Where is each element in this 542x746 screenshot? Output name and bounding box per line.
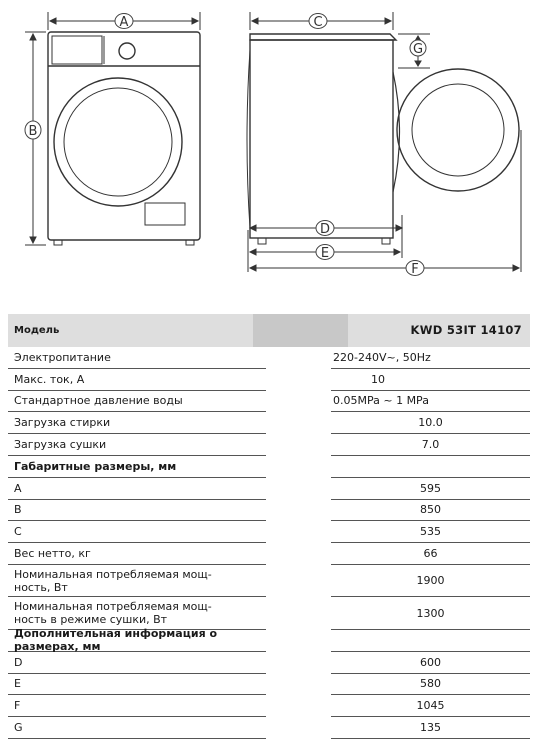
spec-label: B <box>8 500 266 522</box>
spec-label: Электропитание <box>8 347 266 369</box>
spec-value: 135 <box>331 717 530 739</box>
spec-label: Загрузка стирки <box>8 412 266 434</box>
spec-row <box>8 543 530 565</box>
spec-label: Дополнительная информация о размерах, мм <box>8 630 266 652</box>
spec-label: Макс. ток, А <box>8 369 266 391</box>
spec-value: 595 <box>331 478 530 500</box>
spec-label: G <box>8 717 266 739</box>
dimension-a-label: A <box>119 15 129 30</box>
model-name: KWD 53IT 14107 <box>410 323 522 337</box>
spec-value <box>331 456 530 478</box>
spec-label: E <box>8 674 266 696</box>
spec-value: 1900 <box>331 565 530 598</box>
header-label: Модель <box>14 325 60 336</box>
front-view <box>48 32 200 245</box>
dimension-c-label: C <box>313 15 323 30</box>
spec-value: 10.0 <box>331 412 530 434</box>
spec-value: 0.05MPa ~ 1 MPa <box>331 391 530 413</box>
spec-label: C <box>8 521 266 543</box>
spec-label: D <box>8 652 266 674</box>
dimension-f <box>250 130 521 276</box>
section-row <box>8 627 530 654</box>
dimension-g-label: G <box>412 42 424 57</box>
spec-label: Загрузка сушки <box>8 434 266 456</box>
spec-value: 1045 <box>331 695 530 717</box>
dimension-diagram <box>0 0 542 290</box>
spec-row <box>8 597 530 630</box>
spec-label: Габаритные размеры, мм <box>8 456 266 478</box>
spec-label: Стандартное давление воды <box>8 391 266 413</box>
spec-row <box>8 391 530 413</box>
spec-label: Номинальная потребляемая мощ- ность в режиме сушки, Вт <box>8 597 266 630</box>
spec-label: Вес нетто, кг <box>8 543 266 565</box>
spec-row <box>8 412 530 434</box>
header-shaded-cell <box>253 314 348 347</box>
spec-value: 66 <box>331 543 530 565</box>
spec-label: F <box>8 695 266 717</box>
spec-row <box>8 369 530 391</box>
spec-label: A <box>8 478 266 500</box>
spec-value: 7.0 <box>331 434 530 456</box>
spec-value: 850 <box>331 500 530 522</box>
spec-value: 220-240V~, 50Hz <box>331 347 530 369</box>
spec-value: 600 <box>331 652 530 674</box>
spec-row <box>8 652 530 674</box>
spec-value <box>331 630 530 652</box>
spec-table <box>8 314 530 739</box>
spec-value: 10 <box>331 369 530 391</box>
spec-row <box>8 347 530 369</box>
dimension-e-label: E <box>320 246 330 261</box>
spec-row <box>8 717 530 739</box>
spec-row <box>8 565 530 598</box>
section-row <box>8 456 530 478</box>
spec-table-header <box>8 314 530 347</box>
spec-row <box>8 500 530 522</box>
spec-value: 1300 <box>331 597 530 630</box>
dimension-d-label: D <box>319 222 331 237</box>
spec-table-rows <box>8 347 530 739</box>
spec-row <box>8 434 530 456</box>
dimension-b-label: B <box>28 124 38 139</box>
spec-row <box>8 695 530 717</box>
spec-label: Номинальная потребляемая мощ- ность, Вт <box>8 565 266 598</box>
side-view <box>247 34 519 244</box>
spec-row <box>8 674 530 696</box>
spec-value: 580 <box>331 674 530 696</box>
spec-value: 535 <box>331 521 530 543</box>
spec-row <box>8 521 530 543</box>
dimension-f-label: F <box>411 262 419 277</box>
spec-row <box>8 478 530 500</box>
